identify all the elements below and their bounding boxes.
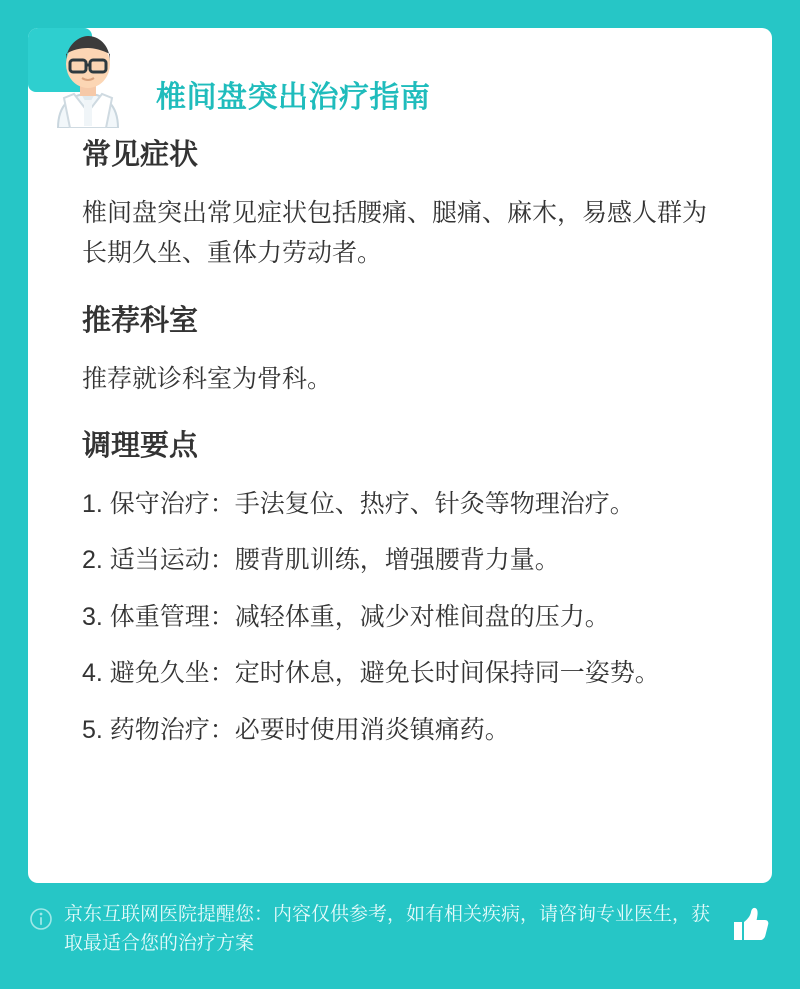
- advice-list: [82, 484, 718, 751]
- list-item: 1. 保守治疗：手法复位、热疗、针灸等物理治疗。: [82, 489, 635, 518]
- section-heading: 推荐科室: [82, 304, 199, 337]
- thumbs-up-icon[interactable]: [728, 902, 772, 946]
- list-item: 2. 适当运动：腰背肌训练，增强腰背力量。: [82, 546, 560, 575]
- list-item: 4. 避免久坐：定时休息，避免长时间保持同一姿势。: [82, 659, 660, 688]
- section-paragraph: 椎间盘突出常见症状包括腰痛、腿痛、麻木，易感人群为长期久坐、重体力劳动者。: [82, 198, 708, 268]
- disclaimer-text: 京东互联网医院提醒您：内容仅供参考，如有相关疾病，请咨询专业医生，获取最适合您的治疗方案: [64, 904, 711, 955]
- section-heading: 常见症状: [82, 139, 199, 171]
- info-circle-icon: [28, 906, 54, 932]
- section-symptoms: [82, 138, 718, 274]
- content-card: [28, 28, 772, 883]
- section-department: [82, 304, 718, 399]
- list-item: 3. 体重管理：减轻体重，减少对椎间盘的压力。: [82, 602, 610, 631]
- section-heading: 调理要点: [82, 430, 199, 463]
- page-title: 椎间盘突出治疗指南: [156, 81, 431, 114]
- list-item: 5. 药物治疗：必要时使用消炎镇痛药。: [82, 715, 510, 744]
- section-advice: [82, 429, 718, 750]
- card-header: [28, 28, 772, 114]
- section-paragraph: 推荐就诊科室为骨科。: [82, 364, 333, 393]
- card-content: [28, 138, 772, 780]
- doctor-avatar-icon: [28, 28, 138, 128]
- footer-disclaimer: [28, 900, 772, 972]
